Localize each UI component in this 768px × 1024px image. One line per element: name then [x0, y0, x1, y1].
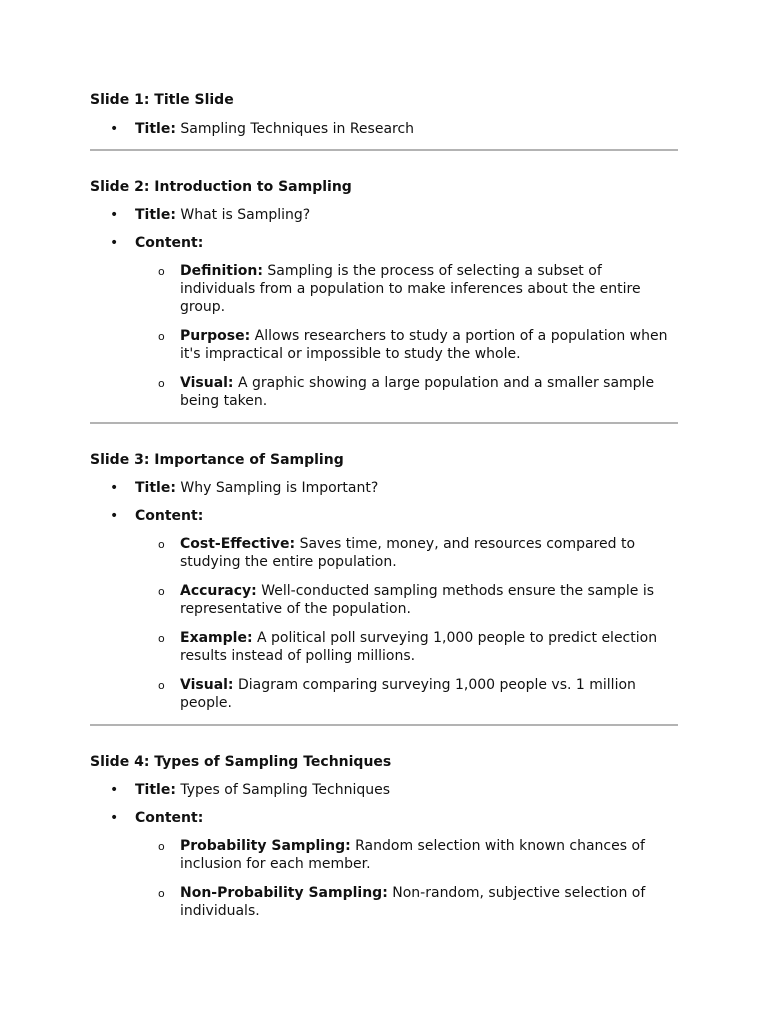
- item-text: A political poll surveying 1,000 people to predict election results instead of polling millions.: [180, 630, 658, 664]
- item-text: Random selection with known chances of inclusion for each member.: [180, 838, 645, 872]
- title-value: Types of Sampling Techniques: [180, 782, 391, 798]
- item-text: Diagram comparing surveying 1,000 people vs. 1 million people.: [180, 677, 636, 711]
- list-item: [135, 535, 678, 571]
- slide-heading: Slide 4: Types of Sampling Techniques: [90, 754, 392, 770]
- item-label: Cost-Effective:: [180, 536, 296, 552]
- list-item: [135, 676, 678, 712]
- content-label: Content:: [135, 235, 204, 251]
- title-value: Why Sampling is Important?: [180, 480, 379, 496]
- slide-heading: Slide 1: Title Slide: [90, 92, 234, 108]
- title-bullet: [90, 479, 678, 497]
- list-item: [135, 327, 678, 363]
- content-bullet: [90, 507, 678, 712]
- item-text: Non-random, subjective selection of individuals.: [180, 885, 646, 919]
- slide-4-section: [90, 753, 678, 920]
- section-divider: [90, 149, 678, 151]
- item-text: Well-conducted sampling methods ensure the sample is representative of the population.: [180, 583, 655, 617]
- content-bullet: [90, 809, 678, 920]
- sub-list: [135, 837, 678, 920]
- bullet-list: [90, 479, 678, 712]
- title-label: Title:: [135, 480, 176, 496]
- section-divider: [90, 724, 678, 726]
- item-text: Sampling is the process of selecting a subset of individuals from a population to make inferences about the entire group.: [180, 263, 641, 315]
- sub-list: [135, 535, 678, 712]
- item-label: Example:: [180, 630, 253, 646]
- content-label: Content:: [135, 508, 204, 524]
- content-bullet: [90, 234, 678, 410]
- list-item: [135, 262, 678, 316]
- title-bullet: [90, 120, 678, 138]
- bullet-list: [90, 120, 678, 138]
- slide-1-section: [90, 91, 678, 138]
- item-label: Visual:: [180, 677, 234, 693]
- slide-3-section: [90, 451, 678, 712]
- bullet-list: [90, 781, 678, 920]
- content-label: Content:: [135, 810, 204, 826]
- title-label: Title:: [135, 782, 176, 798]
- title-value: Sampling Techniques in Research: [180, 121, 415, 137]
- item-text: Allows researchers to study a portion of a population when it's impractical or impossible to study the whole.: [180, 328, 668, 362]
- slide-2-section: [90, 178, 678, 410]
- title-bullet: [90, 781, 678, 799]
- list-item: [135, 629, 678, 665]
- list-item: [135, 837, 678, 873]
- title-bullet: [90, 206, 678, 224]
- list-item: [135, 884, 678, 920]
- document-body: [90, 91, 678, 920]
- sub-list: [135, 262, 678, 410]
- slide-heading: Slide 3: Importance of Sampling: [90, 452, 344, 468]
- item-label: Accuracy:: [180, 583, 257, 599]
- list-item: [135, 582, 678, 618]
- item-label: Visual:: [180, 375, 234, 391]
- title-label: Title:: [135, 121, 176, 137]
- item-text: A graphic showing a large population and a smaller sample being taken.: [180, 375, 655, 409]
- item-label: Definition:: [180, 263, 263, 279]
- list-item: [135, 374, 678, 410]
- slide-heading: Slide 2: Introduction to Sampling: [90, 179, 352, 195]
- title-value: What is Sampling?: [180, 207, 311, 223]
- section-divider: [90, 422, 678, 424]
- item-text: Saves time, money, and resources compared to studying the entire population.: [180, 536, 636, 570]
- item-label: Purpose:: [180, 328, 251, 344]
- bullet-list: [90, 206, 678, 410]
- title-label: Title:: [135, 207, 176, 223]
- item-label: Non-Probability Sampling:: [180, 885, 388, 901]
- item-label: Probability Sampling:: [180, 838, 351, 854]
